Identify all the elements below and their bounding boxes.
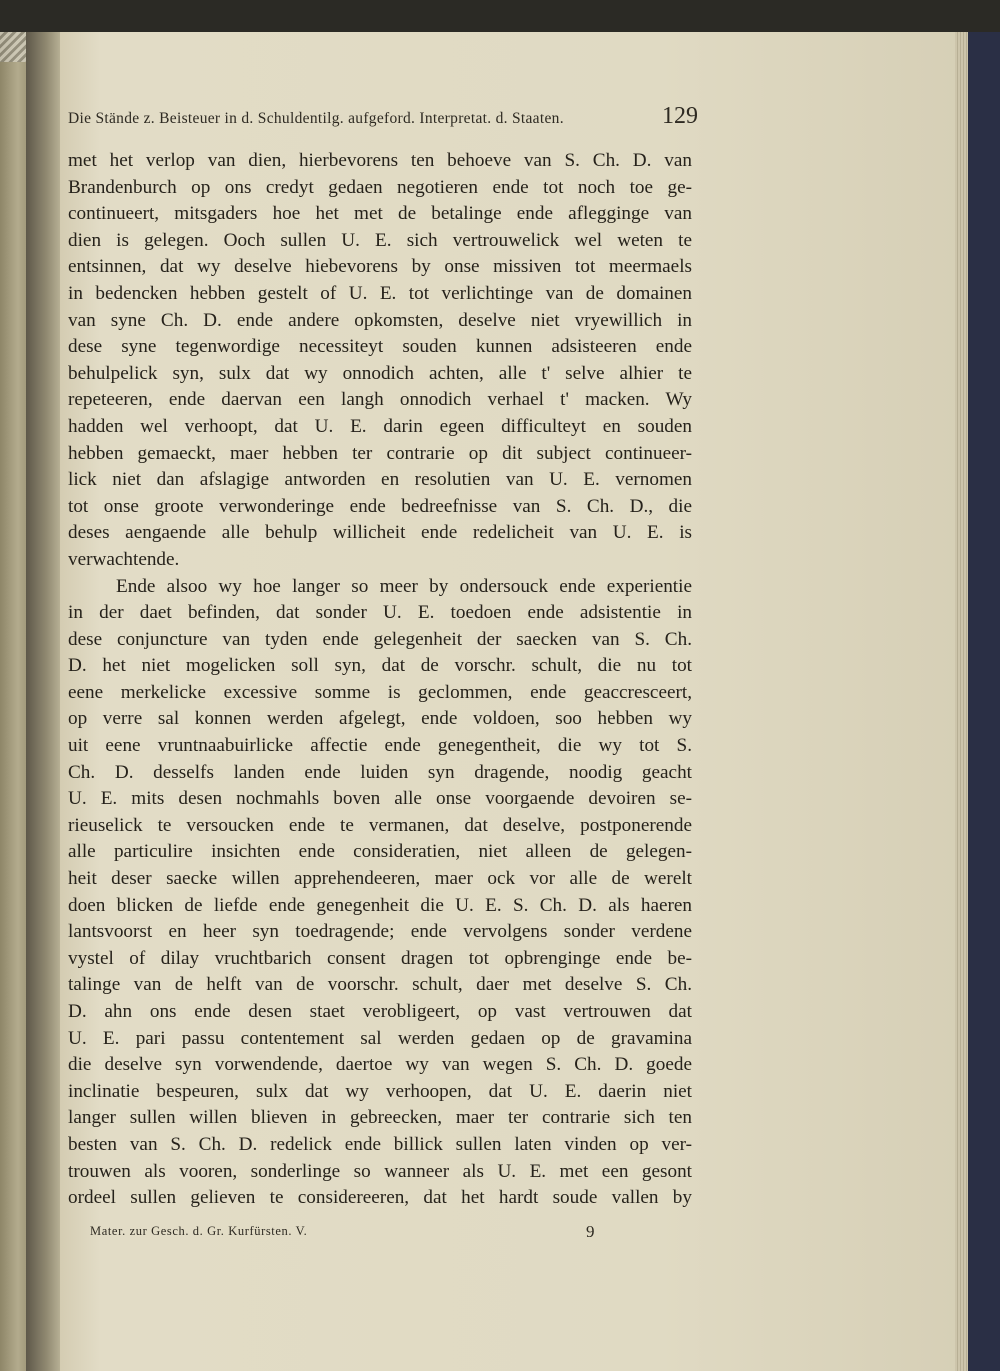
text-line: repeteeren, ende daervan een langh onnodich verhael t' macken. Wy (68, 389, 692, 411)
text-line: U. E. mits desen nochmahls boven alle onse voorgaende devoiren se- (68, 788, 692, 810)
text-line: D. ahn ons ende desen staet verobligeert, op vast vertrouwen dat (68, 1001, 692, 1022)
text-line: met het verlop van dien, hierbevorens ten behoeve van S. Ch. D. van (68, 150, 692, 171)
text-line: Ch. D. desselfs landen ende luiden syn dragende, noodig geacht (68, 761, 692, 783)
text-line: continueert, mitsgaders hoe het met de betalinge ende aflegginge van (68, 203, 692, 225)
text-line: doen blicken de liefde ende genegenheit die U. E. S. Ch. D. als haeren (68, 894, 692, 916)
text-line: van syne Ch. D. ende andere opkomsten, deselve niet vryewillich in (68, 309, 692, 331)
signature-note: Mater. zur Gesch. d. Gr. Kurfürsten. V. (90, 1224, 308, 1238)
text-line: uit eene vruntnaabuirlicke affectie ende genegentheit, die wy tot S. (68, 735, 692, 757)
text-line: tot onse groote verwonderinge ende bedreefnisse van S. Ch. D., die (68, 495, 692, 517)
text-line: lick niet dan afslagige antworden en resolutien van U. E. vernomen (68, 469, 692, 491)
text-line: Brandenburch op ons credyt gedaen negotieren ende tot noch toe ge- (68, 176, 692, 198)
text-line: verwachtende. (68, 548, 180, 570)
text-line: dese conjuncture van tyden ende gelegenheit der saecken van S. Ch. (68, 628, 692, 650)
book-cover (968, 32, 1000, 1371)
text-line: die deselve syn vorwendende, daertoe wy van wegen S. Ch. D. goede (68, 1054, 692, 1076)
text-line: besten van S. Ch. D. redelick ende billick sullen laten vinden op ver- (68, 1133, 692, 1155)
page-header (68, 103, 698, 137)
text-line: lantsvoorst en heer syn toedragende; ende vervolgens sonder verdene (68, 921, 692, 943)
body-text (68, 148, 692, 1212)
page-number: 129 (662, 103, 698, 129)
text-line: alle particulire insichten ende consideratien, niet alleen de gelegen- (68, 841, 692, 863)
text-line: trouwen als vooren, sonderlinge so wanneer als U. E. met een gesont (68, 1160, 692, 1182)
text-line: Ende alsoo wy hoe langer so meer by ondersouck ende experientie (116, 575, 692, 597)
text-line: rieuselick te versoucken ende te vermanen, dat deselve, postponerende (68, 814, 692, 836)
text-line: entsinnen, dat wy deselve hiebevorens by onse missiven tot meermaels (68, 256, 692, 278)
text-line: vystel of dilay vruchtbarich consent dragen tot opbrenginge ende be- (68, 947, 692, 969)
text-line: behulpelick syn, sulx dat wy onnodich achten, alle t' selve alhier te (68, 362, 692, 384)
page-block-edge (955, 32, 969, 1371)
text-line: langer sullen willen blieven in gebreecken, maer ter contrarie sich ten (68, 1107, 692, 1129)
signature-mark: 9 (586, 1222, 595, 1241)
text-line: dien is gelegen. Ooch sullen U. E. sich vertrouwelick wel weten te (68, 229, 692, 251)
text-line: in der daet befinden, dat sonder U. E. toedoen ende adsistentie in (68, 602, 692, 624)
running-title: Die Stände z. Beisteuer in d. Schuldentilg. aufgeford. Interpretat. d. Staaten. (68, 110, 564, 127)
text-line: deses aengaende alle behulp willicheit ende redelicheit van U. E. is (68, 522, 692, 544)
page-footer (90, 1222, 690, 1246)
text-line: inclinatie bespeuren, sulx dat wy verhoopen, dat U. E. daerin niet (68, 1080, 692, 1102)
text-line: heit deser saecke willen apprehendeeren, maer ock vor alle de werelt (68, 868, 692, 890)
text-line: op verre sal konnen werden afgelegt, ende voldoen, soo hebben wy (68, 708, 692, 730)
text-line: dese syne tegenwordige necessiteyt souden kunnen adsisteeren ende (68, 336, 692, 358)
text-line: D. het niet mogelicken soll syn, dat de vorschr. schult, die nu tot (68, 655, 692, 677)
text-line: in bedencken hebben gestelt of U. E. tot verlichtinge van de domainen (68, 282, 692, 304)
text-line: hadden wel verhoopt, dat U. E. darin egeen difficulteyt en souden (68, 415, 692, 437)
text-line: U. E. pari passu contentement sal werden gedaen op de gravamina (68, 1027, 692, 1049)
text-line: talinge van de helft van de voorschr. schult, daer met deselve S. Ch. (68, 974, 692, 996)
text-line: hebben gemaeckt, maer hebben ter contrarie op dit subject continueer- (68, 442, 692, 464)
text-line: ordeel sullen gelieven te considereeren, dat het hardt soude vallen by (68, 1187, 692, 1209)
text-line: eene merkelicke excessive somme is geclommen, ende geaccresceert, (68, 681, 692, 703)
